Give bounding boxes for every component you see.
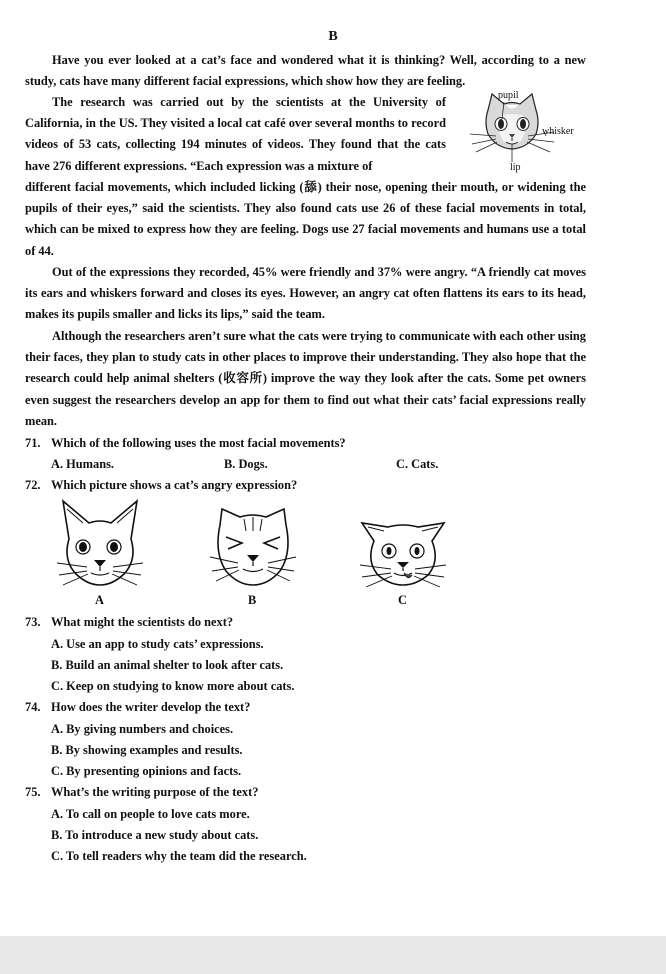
option-71-b[interactable]: B. Dogs. [224, 457, 268, 471]
pupil-label: pupil [498, 90, 519, 101]
paragraph-3-text: Out of the expressions they recorded, 45% were friendly and 37% were angry. “A friendly cat moves its ears and whiskers forward and closes its eyes. However, an angry cat often flattens its ears to its head, makes its pupils smaller and licks its lips,” said the team. [25, 265, 586, 322]
cat-face-diagram [466, 92, 586, 178]
option-73-c[interactable]: C. Keep on studying to know more about cats. [51, 679, 295, 693]
paragraph-2-start [25, 92, 446, 177]
paragraph-4 [25, 326, 586, 432]
option-74-c[interactable]: C. By presenting opinions and facts. [51, 764, 242, 778]
question-number: 74. [25, 700, 41, 714]
paragraph-3 [25, 262, 586, 326]
option-71-c[interactable]: C. Cats. [396, 457, 439, 471]
cat-label-b: B [248, 593, 257, 607]
question-number: 73. [25, 615, 41, 629]
option-75-c[interactable]: C. To tell readers why the team did the research. [51, 849, 307, 863]
question-text: What’s the writing purpose of the text? [51, 785, 259, 799]
option-73-b[interactable]: B. Build an animal shelter to look after cats. [51, 658, 284, 672]
paragraph-2-end: different facial movements, which included licking (舔) their nose, opening their mouth, or widening the pupils of their eyes,” said the scientists. They also found cats use 26 of these facial movements in total, which can be mixed to express how they are feeling. Dogs use 27 facial movements and humans use a total of 44. [25, 180, 586, 258]
question-text: Which of the following uses the most facial movements? [51, 436, 346, 450]
question-72 [25, 475, 297, 496]
question-number: 72. [25, 478, 41, 492]
option-74-a[interactable]: A. By giving numbers and choices. [51, 722, 234, 736]
cat-picture-a[interactable] [55, 497, 145, 591]
question-number: 75. [25, 785, 41, 799]
option-75-b[interactable]: B. To introduce a new study about cats. [51, 828, 259, 842]
cat-picture-b[interactable] [208, 497, 298, 591]
whisker-label: whisker [542, 126, 574, 137]
cat-label-c: C [398, 593, 407, 607]
question-73 [25, 612, 233, 633]
cat-label-a: A [95, 593, 104, 607]
question-71 [25, 433, 346, 454]
paragraph-1-text: Have you ever looked at a cat’s face and wondered what it is thinking? Well, according to a new study, cats have many different facial expressions, which show how they are feeling. [25, 53, 586, 89]
paragraph-4-text: Although the researchers aren’t sure what the cats were trying to communicate with each other using their faces, they plan to study cats in other places to improve their understanding. They also hope that the research could help animal shelters (收容所) improve the way they look after the cats. Some pet owners even suggest the researchers develop an app for them to find out what their cats’ facial expressions really mean. [25, 329, 586, 428]
section-title: B [328, 29, 338, 44]
question-text: Which picture shows a cat’s angry expression? [51, 478, 298, 492]
option-74-b[interactable]: B. By showing examples and results. [51, 743, 243, 757]
question-75 [25, 782, 258, 803]
paragraph-1 [25, 50, 586, 92]
option-75-a[interactable]: A. To call on people to love cats more. [51, 807, 250, 821]
question-text: How does the writer develop the text? [51, 700, 251, 714]
option-73-a[interactable]: A. Use an app to study cats’ expressions. [51, 637, 264, 651]
cat-picture-c[interactable] [358, 497, 448, 591]
question-text: What might the scientists do next? [51, 615, 234, 629]
paragraph-2-start-text: The research was carried out by the scientists at the University of California, in the US. They visited a local cat café over several months to record videos of 53 cats, collecting 194 minutes of videos. They found that the cats have 276 different expressions. “Each expression was a mixture of [25, 95, 446, 173]
question-74 [25, 697, 250, 718]
question-number: 71. [25, 436, 41, 450]
lip-label: lip [510, 162, 521, 173]
page-bottom-bar [0, 936, 666, 974]
option-71-a[interactable]: A. Humans. [51, 457, 114, 471]
